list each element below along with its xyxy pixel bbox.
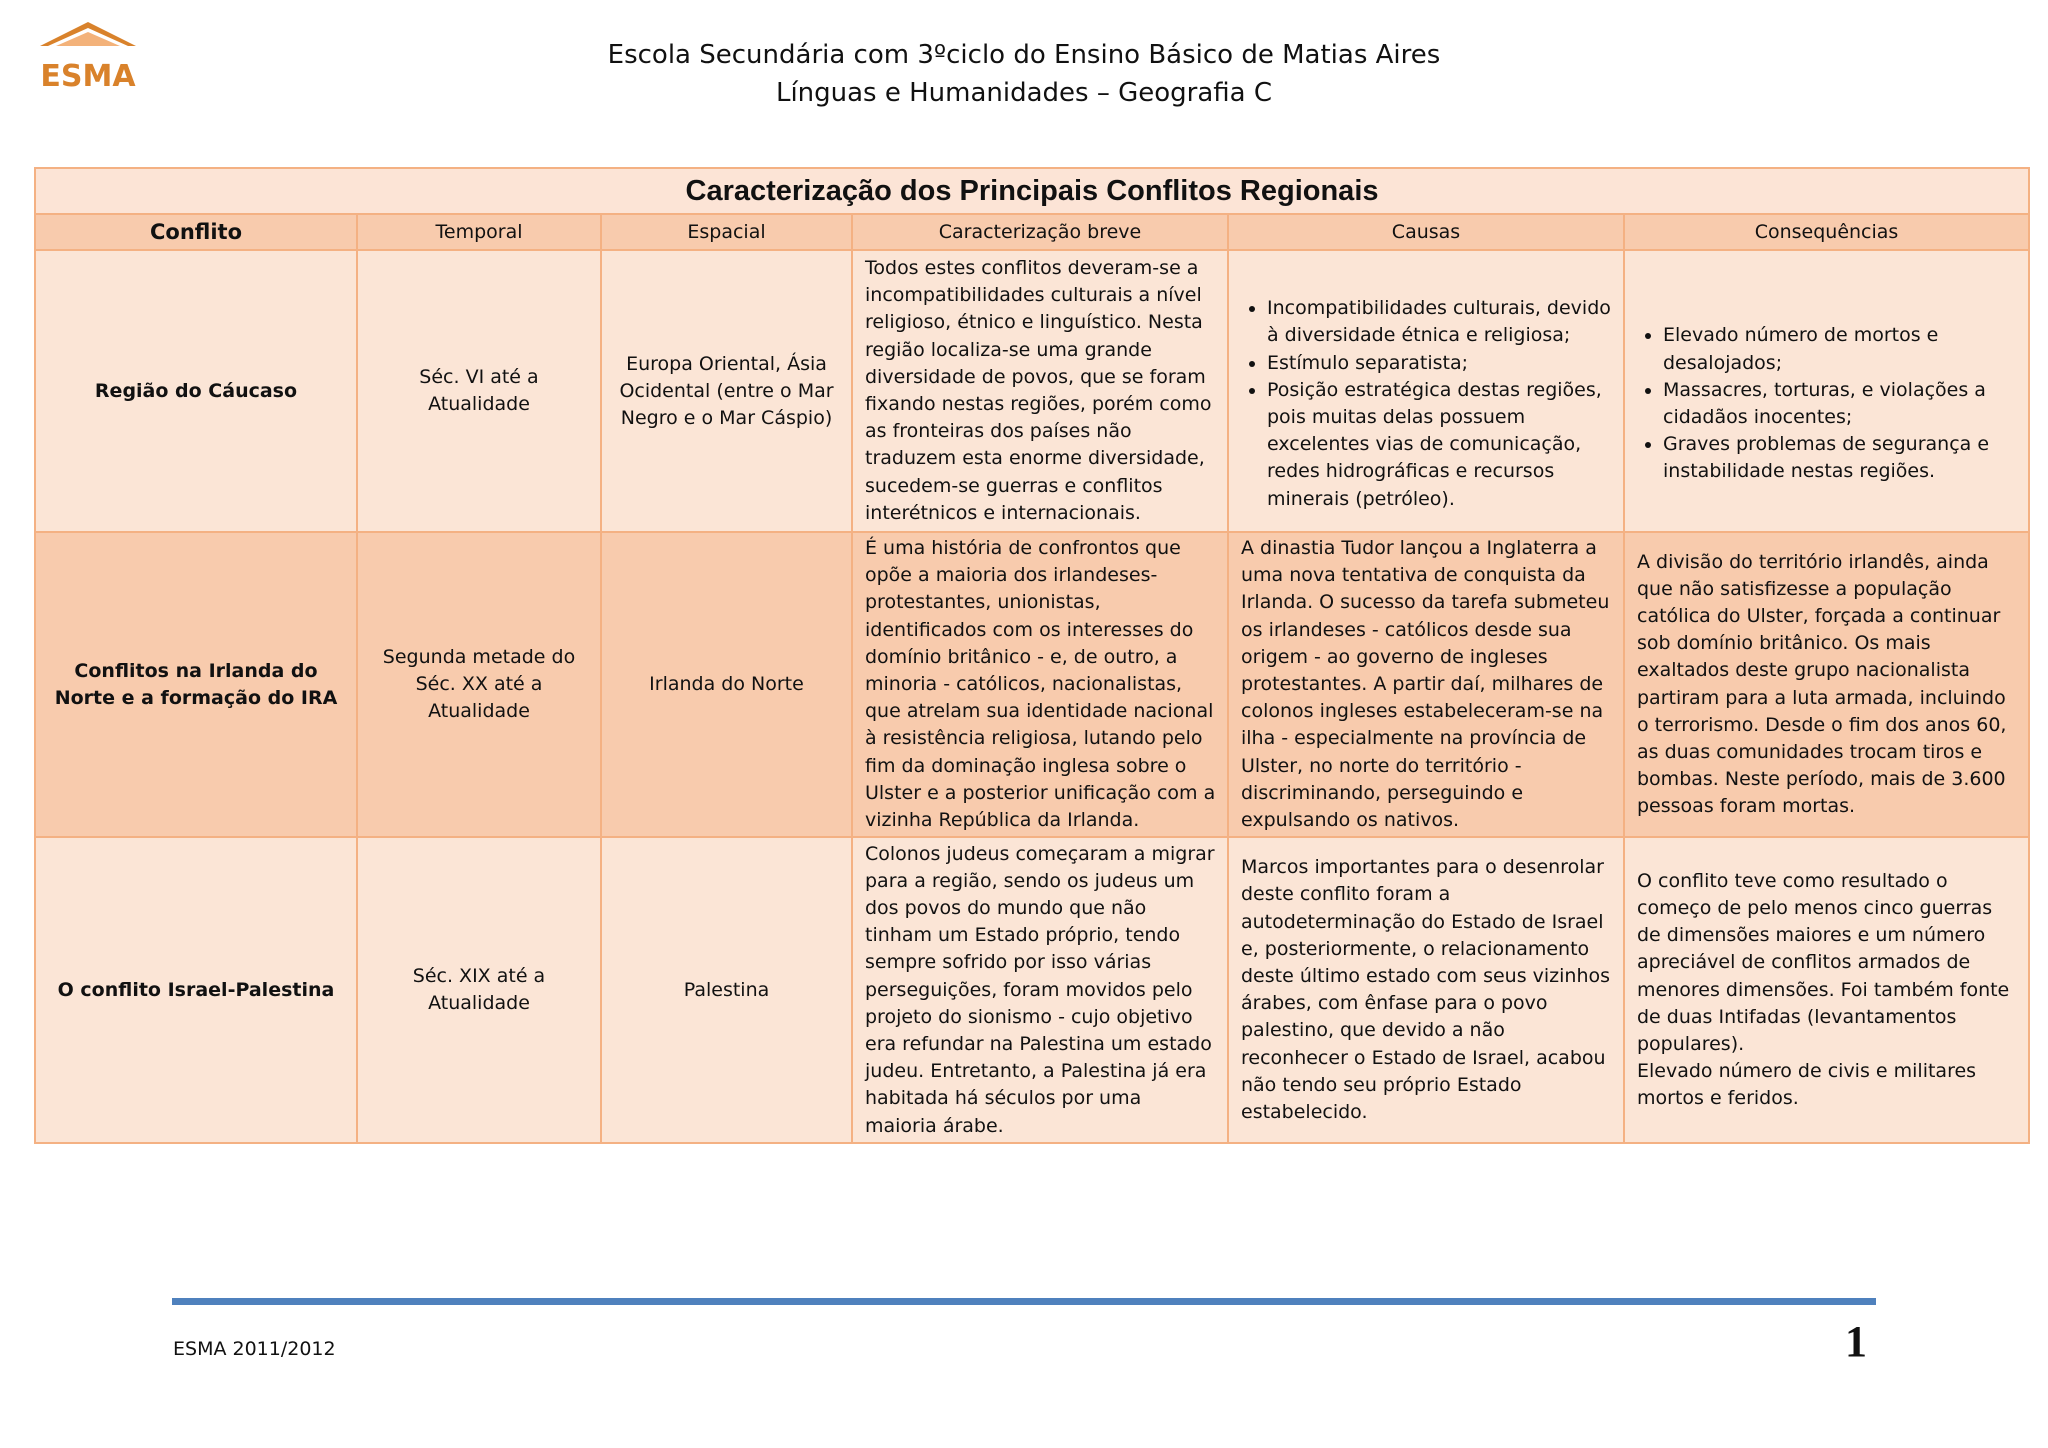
column-header-espacial: Espacial [601, 214, 852, 250]
list-item: • Estímulo separatista; [1267, 350, 1613, 377]
consequencias-list [1637, 322, 2018, 485]
conflito-cell: O conflito Israel-Palestina [35, 837, 357, 1143]
list-item: • Massacres, torturas, e violações a cidadãos inocentes; [1663, 377, 2018, 431]
column-header-conflito: Conflito [35, 214, 357, 250]
list-item: • Elevado número de mortos e desalojados; [1663, 322, 2018, 376]
conflito-cell: Conflitos na Irlanda do Norte e a formação do IRA [35, 532, 357, 837]
school-name: Escola Secundária com 3ºciclo do Ensino Básico de Matias Aires [607, 40, 1441, 70]
consequencias-cell: A divisão do território irlandês, ainda que não satisfizesse a população católica do Ulster, forçada a continuar sob domínio britânico. Os mais exaltados deste grupo nacionalista partiram para a luta armada, incluindo o terrorismo. Desde o fim dos anos 60, as duas comunidades trocam tiros e bombas. Neste período, mais de 3.600 pessoas foram mortas. [1624, 532, 2029, 837]
table-title: Caracterização dos Principais Conflitos Regionais [35, 168, 2029, 214]
course-name: Línguas e Humanidades – Geografia C [775, 78, 1273, 108]
consequencias-paragraph: O conflito teve como resultado o começo de pelo menos cinco guerras de dimensões maiores e um número apreciável de conflitos armados de menores dimensões. Foi também fonte de duas Intifadas (levantamentos populares). [1637, 869, 2010, 1056]
table-row [35, 532, 2029, 837]
espacial-cell: Europa Oriental, Ásia Ocidental (entre o Mar Negro e o Mar Cáspio) [601, 250, 852, 532]
espacial-cell: Irlanda do Norte [601, 532, 852, 837]
espacial-cell: Palestina [601, 837, 852, 1143]
table-row [35, 250, 2029, 532]
footer-rule [172, 1298, 1876, 1305]
temporal-cell: Séc. XIX até a Atualidade [357, 837, 601, 1143]
conflito-cell: Região do Cáucaso [35, 250, 357, 532]
column-header-temporal: Temporal [357, 214, 601, 250]
school-header [0, 36, 2048, 112]
caracterizacao-cell: É uma história de confrontos que opõe a maioria dos irlandeses-protestantes, unionistas, identificados com os interesses do domínio britânico - e, de outro, a minoria - católicos, nacionalistas, que atrelam sua identidade nacional à resistência religiosa, lutando pelo fim da dominação inglesa sobre o Ulster e a posterior unificação com a vizinha República da Irlanda. [852, 532, 1228, 837]
consequencias-cell [1624, 250, 2029, 532]
temporal-cell: Segunda metade do Séc. XX até a Atualidade [357, 532, 601, 837]
caracterizacao-cell: Colonos judeus começaram a migrar para a região, sendo os judeus um dos povos do mundo que não tinham um Estado próprio, tendo sempre sofrido por isso várias perseguições, foram movidos pelo projeto do sionismo - cujo objetivo era refundar na Palestina um estado judeu. Entretanto, a Palestina já era habitada há séculos por uma maioria árabe. [852, 837, 1228, 1143]
table-row [35, 837, 2029, 1143]
caracterizacao-cell: Todos estes conflitos deveram-se a incompatibilidades culturais a nível religioso, étnico e linguístico. Nesta região localiza-se uma grande diversidade de povos, que se foram fixando nestas regiões, porém como as fronteiras dos países não traduzem esta enorme diversidade, sucedem-se guerras e conflitos interétnicos e internacionais. [852, 250, 1228, 532]
page-number: 1 [1845, 1317, 1867, 1366]
consequencias-cell [1624, 837, 2029, 1143]
list-item: • Posição estratégica destas regiões, pois muitas delas possuem excelentes vias de comunicação, redes hidrográficas e recursos minerais (petróleo). [1267, 377, 1613, 513]
causas-cell [1228, 250, 1624, 532]
column-header-consequencias: Consequências [1624, 214, 2029, 250]
list-item: • Graves problemas de segurança e instabilidade nestas regiões. [1663, 431, 2018, 485]
logo-text: ESMA [40, 59, 136, 94]
temporal-cell: Séc. VI até a Atualidade [357, 250, 601, 532]
causas-list [1241, 295, 1613, 513]
list-item: • Incompatibilidades culturais, devido à diversidade étnica e religiosa; [1267, 295, 1613, 349]
causas-cell: A dinastia Tudor lançou a Inglaterra a uma nova tentativa de conquista da Irlanda. O sucesso da tarefa submeteu os irlandeses - católicos desde sua origem - ao governo de ingleses protestantes. A partir daí, milhares de colonos ingleses estabeleceram-se na ilha - especialmente na província de Ulster, no norte do território - discriminando, perseguindo e expulsando os nativos. [1228, 532, 1624, 837]
column-header-caracterizacao: Caracterização breve [852, 214, 1228, 250]
column-header-causas: Causas [1228, 214, 1624, 250]
causas-cell: Marcos importantes para o desenrolar deste conflito foram a autodeterminação do Estado de Israel e, posteriormente, o relacionamento deste último estado com seus vizinhos árabes, com ênfase para o povo palestino, que devido a não reconhecer o Estado de Israel, acabou não tendo seu próprio Estado estabelecido. [1228, 837, 1624, 1143]
footer-text: ESMA 2011/2012 [173, 1338, 336, 1360]
conflicts-table [34, 167, 2030, 1144]
consequencias-paragraph: Elevado número de civis e militares mortos e feridos. [1637, 1060, 1977, 1110]
